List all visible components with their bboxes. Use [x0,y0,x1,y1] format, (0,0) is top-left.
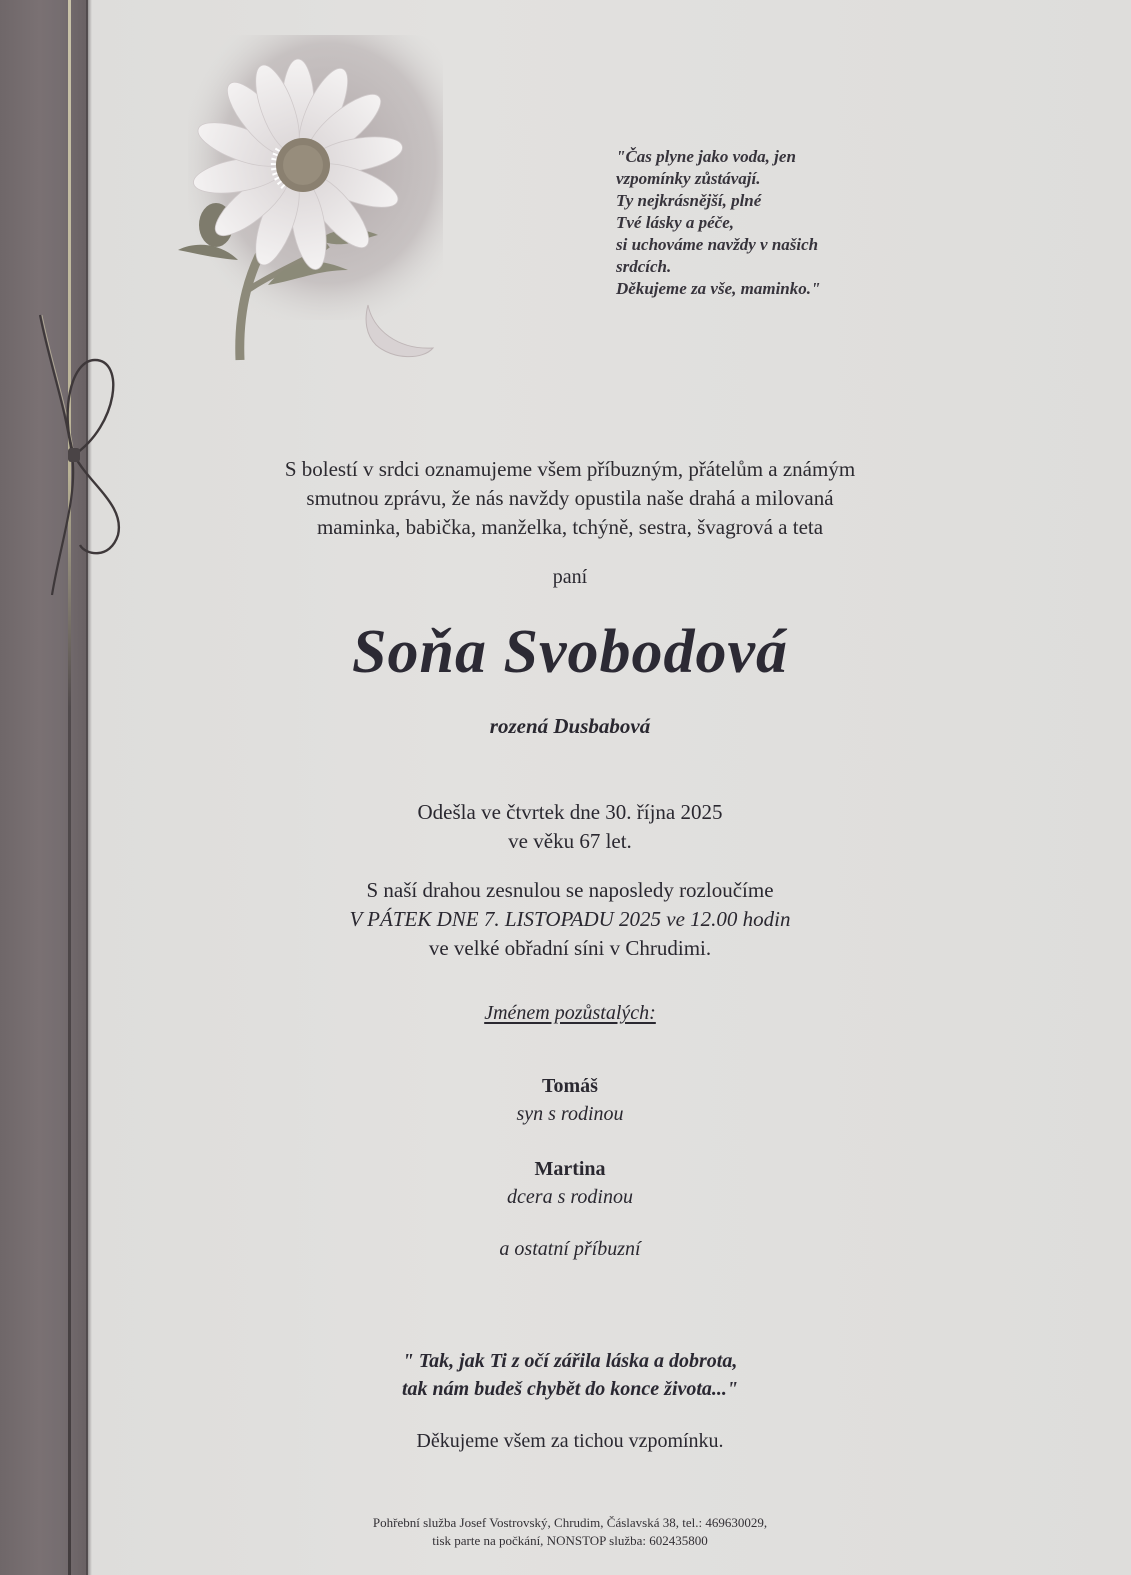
poem-line: "Čas plyne jako voda, jen [616,147,796,166]
maiden-name: rozená Dusbabová [489,714,651,738]
funeral-info [180,876,960,963]
poem-line: Tvé lásky a péče, [616,213,734,232]
closing-quote [180,1347,960,1403]
deceased-name: Soňa Svobodová [352,618,788,686]
death-info [180,798,960,856]
announcement-line: S bolestí v srdci oznamujeme všem příbuzným, přátelům a známým [284,457,856,481]
decorative-side-strip [0,0,88,1575]
poem-line: Ty nejkrásnější, plné [616,191,762,210]
poem-line: si uchováme navždy v našich [616,235,819,254]
poem-line: srdcích. [616,257,672,276]
funeral-service-footer [180,1514,960,1550]
survivors-label: Jménem pozůstalých: [484,1002,656,1024]
poem-line: vzpomínky zůstávají. [616,169,761,188]
bow-ribbon-icon [30,305,130,605]
poem-line: Děkujeme za vše, maminko." [616,279,821,298]
survivor-relation: dcera s rodinou [507,1186,633,1208]
announcement-line: smutnou zprávu, že nás navždy opustila naše drahá a milovaná [306,486,834,510]
closing-quote-line: " Tak, jak Ti z očí zářila láska a dobrota, [402,1350,738,1372]
survivor-name: Martina [534,1158,606,1180]
closing-quote-line: tak nám budeš chybět do konce života..." [401,1378,739,1400]
death-age: ve věku 67 let. [508,829,632,853]
side-strip-shadow [86,0,92,1575]
announcement-text [180,455,960,542]
survivor-entry [180,1072,960,1128]
survivor-relation: syn s rodinou [516,1103,624,1125]
funeral-intro: S naší drahou zesnulou se naposledy rozloučíme [366,878,774,902]
survivor-name: Tomáš [542,1075,598,1097]
honorific: paní [552,566,588,588]
death-date: Odešla ve čtvrtek dne 30. října 2025 [417,800,723,824]
footer-line: tisk parte na počkání, NONSTOP služba: 602435800 [432,1533,708,1548]
ribbon-line [68,0,71,1575]
poem-quote [616,146,916,300]
other-relatives: a ostatní příbuzní [499,1238,641,1260]
thanks-line: Děkujeme všem za tichou vzpomínku. [416,1430,724,1452]
funeral-place: ve velké obřadní síni v Chrudimi. [428,936,712,960]
survivors-heading [180,1002,960,1025]
announcement-line: maminka, babička, manželka, tchýně, sestra, švagrová a teta [316,515,824,539]
daisy-flower-icon [168,30,448,370]
survivor-entry [180,1155,960,1211]
funeral-datetime: V PÁTEK DNE 7. LISTOPADU 2025 ve 12.00 hodin [349,907,791,931]
footer-line: Pohřební služba Josef Vostrovský, Chrudim, Čáslavská 38, tel.: 469630029, [372,1515,768,1530]
